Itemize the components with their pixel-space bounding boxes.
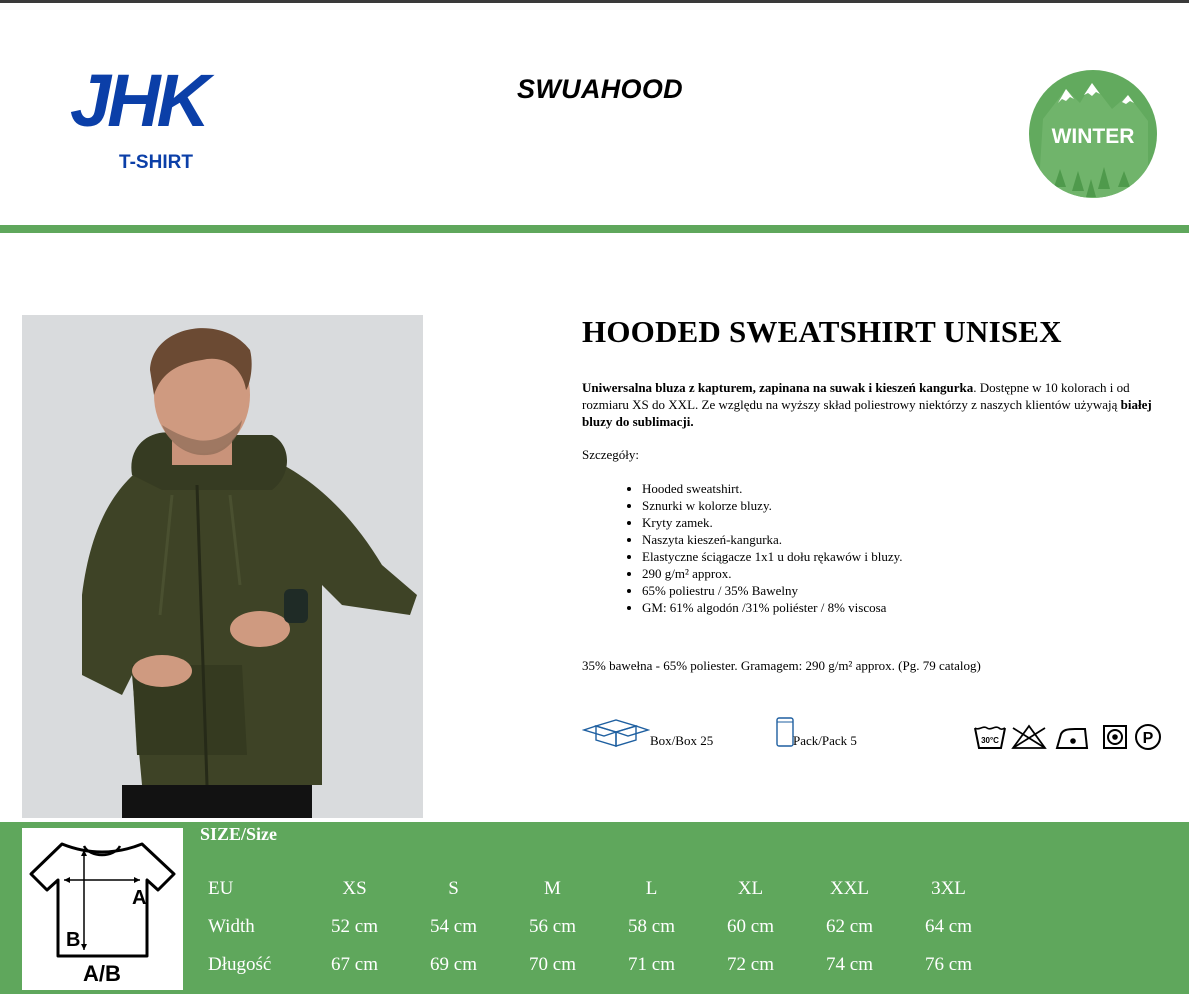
size-diagram <box>22 828 183 990</box>
table-cell: 58 cm <box>628 916 675 937</box>
list-item: • Kryty zamek. <box>642 514 903 531</box>
wash-30-icon <box>975 727 1005 748</box>
table-cell: 60 cm <box>727 916 774 937</box>
table-cell: 76 cm <box>925 954 972 975</box>
list-item: • 290 g/m² approx. <box>642 565 903 582</box>
row-label: EU <box>208 878 234 899</box>
description-bold-intro: Uniwersalna bluza z kapturem, zapinana na suwak i kieszeń kangurka <box>582 380 974 395</box>
no-bleach-icon <box>1013 726 1045 748</box>
list-item: • Hooded sweatshirt. <box>642 480 903 497</box>
table-cell: 71 cm <box>628 954 675 975</box>
diagram-label-b: B <box>66 929 81 951</box>
tumble-dry-low-icon <box>1104 726 1126 748</box>
product-code: SWUAHOOD <box>517 74 683 104</box>
size-table <box>200 870 998 984</box>
diagram-caption: A/B <box>83 961 121 986</box>
list-item: • Elastyczne ściągacze 1x1 u dołu rękawów i bluzy. <box>642 548 903 565</box>
list-item: • GM: 61% algodón /31% poliéster / 8% viscosa <box>642 599 903 616</box>
table-cell: S <box>448 878 459 899</box>
list-item: • Sznurki w kolorze bluzy. <box>642 497 903 514</box>
details-label: Szczegóły: <box>582 447 640 462</box>
table-row <box>200 870 998 908</box>
row-label: Długość <box>208 954 272 975</box>
table-cell: 69 cm <box>430 954 477 975</box>
diagram-label-a: A <box>132 887 147 909</box>
table-cell: 67 cm <box>331 954 378 975</box>
table-row <box>200 908 998 946</box>
pack-label: Pack/Pack 5 <box>793 733 857 748</box>
table-cell: 52 cm <box>331 916 378 937</box>
list-item: • 65% poliestru / 35% Bawelny <box>642 582 903 599</box>
description-text: . Dostępne w 10 kolorach i od rozmiaru XS do XXL. Ze względu na wyższy skład poliestrowy niektórzy z naszych klientów używają <box>582 380 1130 412</box>
box-label: Box/Box 25 <box>650 733 714 748</box>
table-cell: 3XL <box>931 878 966 899</box>
care-symbols <box>973 722 1165 752</box>
wash-temp-label: 30°C <box>981 736 999 745</box>
iron-low-icon <box>1057 729 1087 748</box>
table-cell: XL <box>737 878 764 899</box>
table-cell: 70 cm <box>529 954 576 975</box>
table-cell: M <box>544 878 561 899</box>
row-label: Width <box>208 916 255 937</box>
list-item: • Naszyta kieszeń-kangurka. <box>642 531 903 548</box>
table-row <box>200 946 998 984</box>
size-title: SIZE/Size <box>200 824 278 844</box>
table-cell: 72 cm <box>727 954 774 975</box>
composition-note: 35% bawełna - 65% poliester. Gramagem: 290 g/m² approx. (Pg. 79 catalog) <box>582 658 981 673</box>
table-cell: 56 cm <box>529 916 576 937</box>
pack-icon <box>775 716 795 748</box>
dry-clean-p-icon <box>1136 725 1160 749</box>
logo-text: JHK <box>69 64 207 142</box>
description-bold-end: białej bluzy do sublimacji. <box>582 397 1152 429</box>
box-icon <box>582 716 650 748</box>
winter-badge <box>1028 69 1158 199</box>
table-cell: XXL <box>829 878 870 899</box>
details-list <box>602 480 903 616</box>
table-cell: XS <box>342 878 367 899</box>
product-title: HOODED SWEATSHIRT UNISEX <box>582 314 1062 349</box>
table-cell: 54 cm <box>430 916 477 937</box>
badge-text: WINTER <box>1051 125 1135 148</box>
top-border-line <box>0 0 1189 3</box>
logo-subtext: T-SHIRT <box>119 152 193 173</box>
table-cell: L <box>645 878 658 899</box>
product-description <box>582 379 1167 430</box>
table-cell: 74 cm <box>826 954 873 975</box>
dryclean-letter: P <box>1142 730 1154 747</box>
table-cell: 64 cm <box>925 916 972 937</box>
table-cell: 62 cm <box>826 916 873 937</box>
header-divider <box>0 225 1189 233</box>
jhk-logo <box>38 64 238 176</box>
product-photo <box>22 315 423 818</box>
